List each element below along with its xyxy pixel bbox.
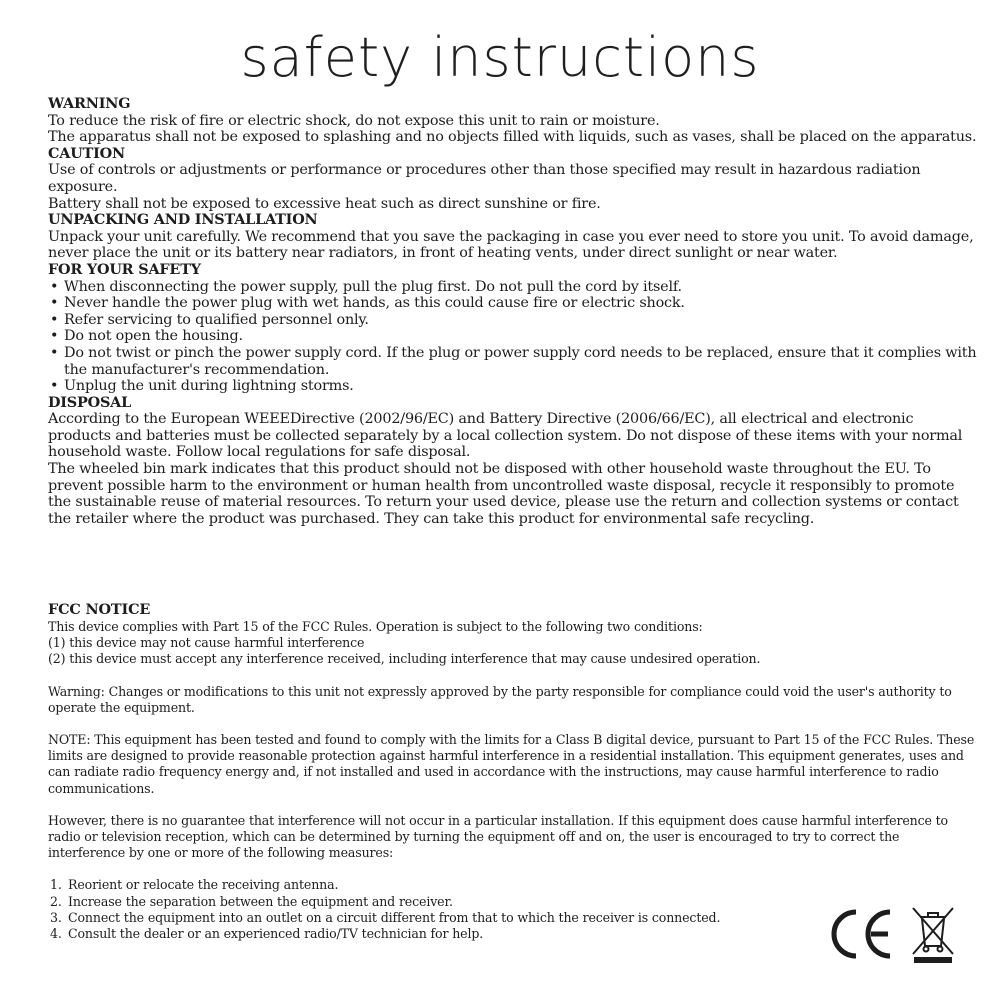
- unpacking-heading: UNPACKING AND INSTALLATION: [48, 211, 318, 229]
- measure-text: Reorient or relocate the receiving antenna.: [68, 877, 339, 893]
- safety-item: • Do not twist or pinch the power supply cord. If the plug or power supply cord needs to be replaced, ensure that it complies with the manufacturer's recommendation.: [48, 345, 978, 378]
- crossed-wheeled-bin-icon: [908, 904, 958, 964]
- warning-heading: WARNING: [48, 95, 131, 112]
- ce-mark-icon: [826, 906, 896, 962]
- fcc-condition: (2) this device must accept any interference received, including interference that may cause undesired operation.: [48, 651, 761, 667]
- measure-number: 1.: [50, 877, 62, 893]
- safety-item: • Unplug the unit during lightning storms.: [48, 378, 978, 395]
- safety-item: • When disconnecting the power supply, pull the plug first. Do not pull the cord by itself.: [48, 279, 978, 296]
- caution-line: Battery shall not be exposed to excessive heat such as direct sunshine or fire.: [48, 195, 601, 212]
- measure-text: Increase the separation between the equipment and receiver.: [68, 893, 453, 909]
- page-title: safety instructions: [240, 26, 760, 89]
- caution-heading: CAUTION: [48, 144, 125, 162]
- warning-line: To reduce the risk of fire or electric shock, do not expose this unit to rain or moisture.: [48, 112, 660, 129]
- safety-list: [48, 279, 978, 395]
- fcc-however: However, there is no guarantee that interference will not occur in a particular installation. If this equipment does cause harmful interference to radio or television reception, which can be determined by turning the equipment off and on, the user is encouraged to try to correct the interference by one or more of the following measures:: [48, 812, 948, 861]
- disposal-section: [48, 395, 978, 528]
- fcc-section: [48, 601, 978, 942]
- spacer: [48, 668, 978, 684]
- safety-content: [48, 96, 978, 527]
- warning-line: The apparatus shall not be exposed to splashing and no objects filled with liquids, such as vases, shall be placed on the apparatus.: [48, 129, 977, 146]
- spacer: [48, 861, 978, 877]
- safety-item: • Refer servicing to qualified personnel only.: [48, 312, 978, 329]
- fcc-measure: [48, 877, 978, 893]
- compliance-marks: [826, 904, 986, 964]
- fcc-intro: This device complies with Part 15 of the FCC Rules. Operation is subject to the following two conditions:: [48, 619, 703, 634]
- disposal-paragraph: According to the European WEEEDirective (2002/96/EC) and Battery Directive (2006/66/EC), all electrical and electronic products and batteries must be collected separately by a local collection system. Do not dispose of these items with your normal household waste. Follow local regulations for safe disposal.: [48, 411, 963, 461]
- safety-heading: FOR YOUR SAFETY: [48, 260, 201, 278]
- spacer: [48, 797, 978, 813]
- fcc-warning: Warning: Changes or modifications to this unit not expressly approved by the party responsible for compliance could void the user's authority to operate the equipment.: [48, 683, 952, 715]
- disposal-paragraph: The wheeled bin mark indicates that this product should not be disposed with other household waste throughout the EU. To prevent possible harm to the environment or human health from uncontrolled waste disposal, recycle it responsibly to promote the sustainable reuse of material resources. To return your used device, please use the return and collection systems or contact the retailer where the product was purchased. They can take this product for environmental safe recycling.: [48, 461, 959, 527]
- safety-section: [48, 262, 978, 395]
- caution-section: [48, 146, 978, 212]
- fcc-note: NOTE: This equipment has been tested and found to comply with the limits for a Class B digital device, pursuant to Part 15 of the FCC Rules. These limits are designed to provide reasonable protection against harmful interference in a residential installation. This equipment generates, uses and can radiate radio frequency energy and, if not installed and used in accordance with the instructions, may cause harmful interference to radio communications.: [48, 732, 975, 796]
- fcc-condition: (1) this device may not cause harmful interference: [48, 635, 365, 651]
- measure-number: 4.: [50, 926, 62, 942]
- safety-item: • Never handle the power plug with wet hands, as this could cause fire or electric shock.: [48, 295, 978, 312]
- measure-number: 3.: [50, 909, 62, 925]
- disposal-heading: DISPOSAL: [48, 393, 132, 411]
- unpacking-text: Unpack your unit carefully. We recommend that you save the packaging in case you ever need to store you unit. To avoid damage, never place the unit or its battery near radiators, in front of heating vents, under direct sunlight or near water.: [48, 228, 974, 262]
- caution-line: Use of controls or adjustments or performance or procedures other than those specified may result in hazardous radiation exposure.: [48, 162, 921, 195]
- measure-text: Connect the equipment into an outlet on a circuit different from that to which the receiver is connected.: [68, 909, 721, 925]
- measure-text: Consult the dealer or an experienced radio/TV technician for help.: [68, 926, 484, 942]
- fcc-heading: FCC NOTICE: [48, 601, 151, 618]
- warning-section: [48, 96, 978, 146]
- spacer: [48, 716, 978, 732]
- unpacking-section: [48, 212, 978, 262]
- safety-item: • Do not open the housing.: [48, 328, 978, 345]
- measure-number: 2.: [50, 893, 62, 909]
